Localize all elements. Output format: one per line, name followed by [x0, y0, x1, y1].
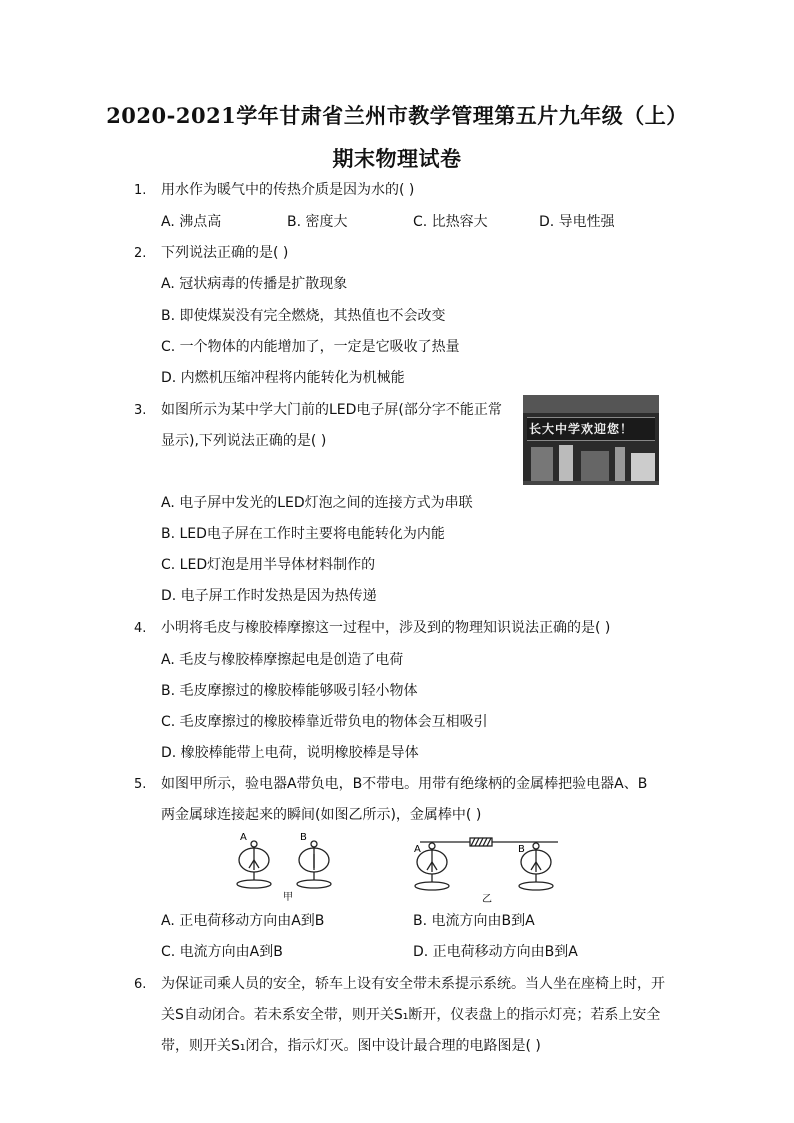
label-b: B [518, 844, 525, 855]
exam-title-line2: 期末物理试卷 [332, 146, 462, 171]
option-a: A. 正电荷移动方向由A到B [161, 913, 325, 929]
option-d: D. 电子屏工作时发热是因为热传递 [161, 588, 377, 604]
option-c: C. 一个物体的内能增加了，一定是它吸收了热量 [161, 339, 460, 355]
option-d: D. 橡胶棒能带上电荷，说明橡胶棒是导体 [161, 745, 419, 761]
question-stem: 两金属球连接起来的瞬间(如图乙所示)，金属棒中( ) [161, 807, 482, 823]
question-stem: 关S自动闭合。若未系安全带，则开关S₁断开，仪表盘上的指示灯亮；若系上安全 [161, 1007, 661, 1023]
option-b: B. 密度大 [287, 214, 348, 230]
question-number: 6. [134, 977, 147, 992]
question-stem: 小明将毛皮与橡胶棒摩擦这一过程中，涉及到的物理知识说法正确的是( ) [161, 620, 611, 636]
label-b: B [300, 832, 307, 843]
question-stem: 如图甲所示，验电器A带负电，B不带电。用带有绝缘柄的金属棒把验电器A、B [161, 776, 648, 792]
option-d: D. 内燃机压缩冲程将内能转化为机械能 [161, 370, 405, 386]
option-c: C. LED灯泡是用半导体材料制作的 [161, 557, 376, 573]
option-d: D. 正电荷移动方向由B到A [413, 944, 578, 960]
option-d: D. 导电性强 [539, 214, 615, 230]
question-number: 4. [134, 621, 147, 636]
option-a: A. 沸点高 [161, 214, 222, 230]
question-stem: 带，则开关S₁闭合，指示灯灭。图中设计最合理的电路图是( ) [161, 1038, 541, 1054]
option-a: A. 电子屏中发光的LED灯泡之间的连接方式为串联 [161, 495, 473, 511]
question-number: 1. [134, 183, 147, 198]
option-b: B. 即使煤炭没有完全燃烧，其热值也不会改变 [161, 308, 446, 324]
question-stem: 显示),下列说法正确的是( ) [161, 433, 327, 449]
question-number: 5. [134, 777, 147, 792]
option-b: B. 毛皮摩擦过的橡胶棒能够吸引轻小物体 [161, 683, 418, 699]
question-number: 3. [134, 403, 147, 418]
option-c: C. 毛皮摩擦过的橡胶棒靠近带负电的物体会互相吸引 [161, 714, 488, 730]
option-b: B. LED电子屏在工作时主要将电能转化为内能 [161, 526, 445, 542]
option-b: B. 电流方向由B到A [413, 913, 535, 929]
exam-title-line1: 2020-2021学年甘肃省兰州市教学管理第五片九年级（上） [106, 103, 688, 128]
led-screen-photo [523, 395, 659, 485]
question-stem: 如图所示为某中学大门前的LED电子屏(部分字不能正常 [161, 402, 502, 418]
option-a: A. 毛皮与橡胶棒摩擦起电是创造了电荷 [161, 652, 404, 668]
caption-jia: 甲 [283, 892, 293, 902]
electroscope-figure-yi [410, 830, 570, 906]
option-a: A. 冠状病毒的传播是扩散现象 [161, 276, 348, 292]
question-number: 2. [134, 246, 147, 261]
question-stem: 为保证司乘人员的安全，轿车上设有安全带未系提示系统。当人坐在座椅上时，开 [161, 976, 665, 992]
label-a: A [240, 832, 247, 843]
option-c: C. 电流方向由A到B [161, 944, 283, 960]
led-screen-text: 长大中学欢迎您！ [529, 422, 634, 436]
option-c: C. 比热容大 [413, 214, 488, 230]
electroscope-figure-jia [228, 830, 348, 902]
label-a: A [414, 844, 421, 855]
question-stem: 用水作为暖气中的传热介质是因为水的( ) [161, 182, 415, 198]
question-stem: 下列说法正确的是( ) [161, 245, 289, 261]
caption-yi: 乙 [482, 894, 492, 905]
